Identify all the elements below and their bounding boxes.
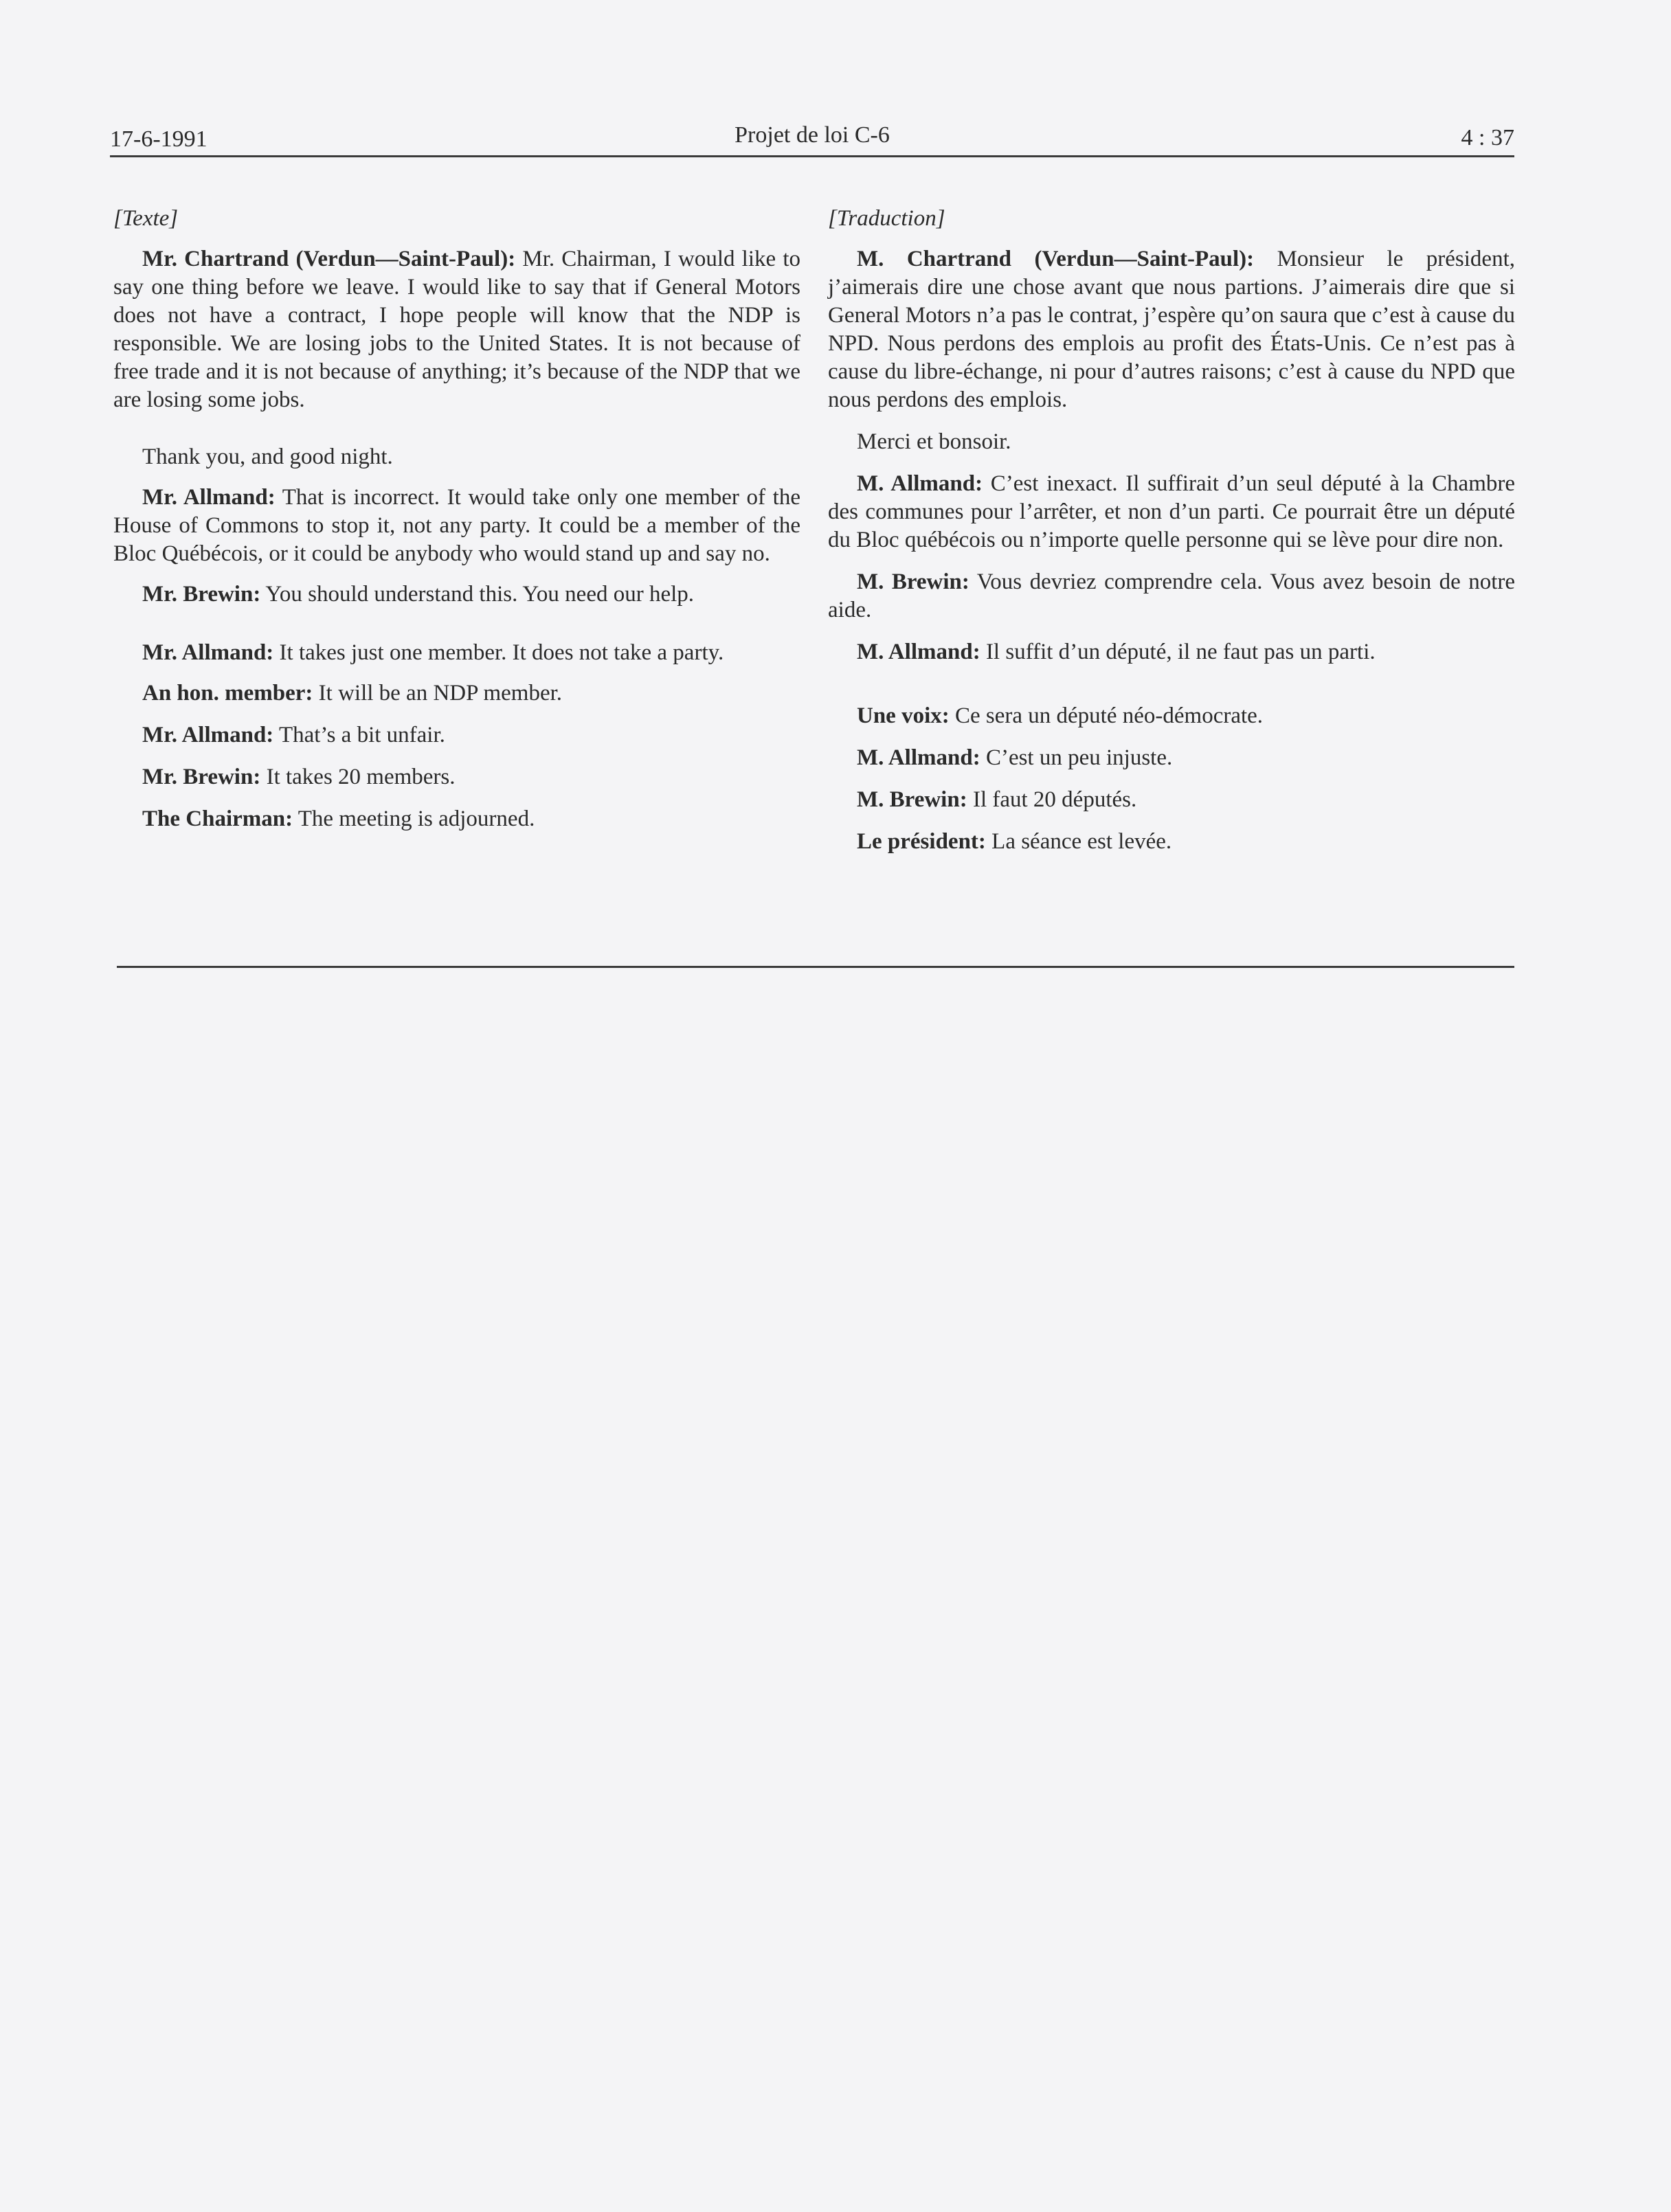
speaker-name: Mr. Allmand: <box>142 640 274 665</box>
speaker-name: Mr. Allmand: <box>142 485 276 510</box>
transcript-paragraph <box>828 428 1515 456</box>
transcript-paragraph <box>828 245 1515 414</box>
page-header <box>110 121 1514 155</box>
speech-text: It takes 20 members. <box>260 765 456 789</box>
transcript-paragraph <box>828 568 1515 624</box>
transcript-paragraph <box>113 721 800 749</box>
header-date: 17-6-1991 <box>110 126 208 152</box>
english-column <box>113 205 800 833</box>
speaker-name: An hon. member: <box>142 681 313 706</box>
transcript-paragraph <box>828 470 1515 554</box>
speech-text: Mr. Chairman, I would like to say one thing before we leave. I would like to say that if General Motors does not have a contract, I hope people will know that the NDP is responsible. We are losing jobs to the United States. It is not because of free trade and it is not because of anything; it’s because of the NDP that we are losing some jobs. <box>113 247 800 412</box>
speaker-name: Mr. Brewin: <box>142 582 261 607</box>
transcript-paragraph <box>113 484 800 568</box>
transcript-paragraph <box>113 763 800 791</box>
transcript-paragraph <box>113 443 800 471</box>
speaker-name: Mr. Allmand: <box>142 723 274 747</box>
header-page-number: 4 : 37 <box>1461 125 1514 150</box>
speech-text: C’est un peu injuste. <box>980 745 1173 770</box>
speech-text: Vous devriez comprendre cela. Vous avez besoin de notre aide. <box>828 569 1516 622</box>
footer-rule <box>117 966 1514 968</box>
speech-text: The meeting is adjourned. <box>293 806 535 831</box>
speaker-name: Le président: <box>857 829 986 854</box>
speech-text: That is incorrect. It would take only one member of the House of Commons to stop it, not any party. It could be a member of the Bloc Québécois, or it could be anybody who would stand up and say no. <box>113 485 800 566</box>
speech-text: It takes just one member. It does not take a party. <box>273 640 724 665</box>
transcript-paragraph <box>113 639 800 667</box>
speaker-name: M. Chartrand (Verdun—Saint-Paul): <box>857 247 1255 271</box>
speech-text: You should understand this. You need our help. <box>260 582 695 607</box>
speaker-name: M. Allmand: <box>857 640 980 664</box>
speaker-name: The Chairman: <box>142 806 293 831</box>
header-rule <box>110 155 1514 157</box>
french-column <box>828 205 1515 856</box>
header-title: Projet de loi C-6 <box>734 122 890 148</box>
speech-text: La séance est levée. <box>985 829 1172 854</box>
transcript-paragraph <box>113 805 800 833</box>
speech-text: Thank you, and good night. <box>142 444 393 469</box>
column-tag: [Traduction] <box>828 206 945 231</box>
transcript-paragraph <box>113 580 800 609</box>
speech-text: Il faut 20 députés. <box>967 787 1137 812</box>
speaker-name: M. Allmand: <box>857 471 983 496</box>
speech-text: Monsieur le président, j’aimerais dire une chose avant que nous partions. J’aimerais dire que si General Motors n’a pas le contrat, j’espère qu’on saura que c’est à cause du NPD. Nous perdons des emplois au profit des États-Unis. Ce n’est pas à cause du libre-échange, ni pour d’autres raisons; c’est à cause du NPD que nous perdons des emplois. <box>828 247 1515 412</box>
transcript-paragraph <box>113 679 800 708</box>
column-tag: [Texte] <box>113 206 179 231</box>
speaker-name: Mr. Chartrand (Verdun—Saint-Paul): <box>142 247 516 271</box>
speaker-name: M. Brewin: <box>857 569 969 594</box>
transcript-paragraph <box>828 744 1515 772</box>
speech-text: It will be an NDP member. <box>313 681 563 706</box>
transcript-paragraph <box>113 245 800 414</box>
speaker-name: Mr. Brewin: <box>142 765 261 789</box>
speaker-name: M. Allmand: <box>857 745 980 770</box>
transcript-paragraph <box>828 638 1515 666</box>
transcript-paragraph <box>828 702 1515 730</box>
speaker-name: Une voix: <box>857 703 950 728</box>
transcript-paragraph <box>828 786 1515 814</box>
speech-text: Il suffit d’un député, il ne faut pas un parti. <box>980 640 1376 664</box>
speech-text: Ce sera un député néo-démocrate. <box>949 703 1264 728</box>
speech-text: C’est inexact. Il suffirait d’un seul député à la Chambre des communes pour l’arrêter, et non d’un parti. Ce pourrait être un député du Bloc québécois ou n’importe quelle personne qui se lève pour dire non. <box>828 471 1516 552</box>
speech-text: Merci et bonsoir. <box>857 429 1011 454</box>
transcript-paragraph <box>828 828 1515 856</box>
speaker-name: M. Brewin: <box>857 787 967 812</box>
speech-text: That’s a bit unfair. <box>273 723 445 747</box>
